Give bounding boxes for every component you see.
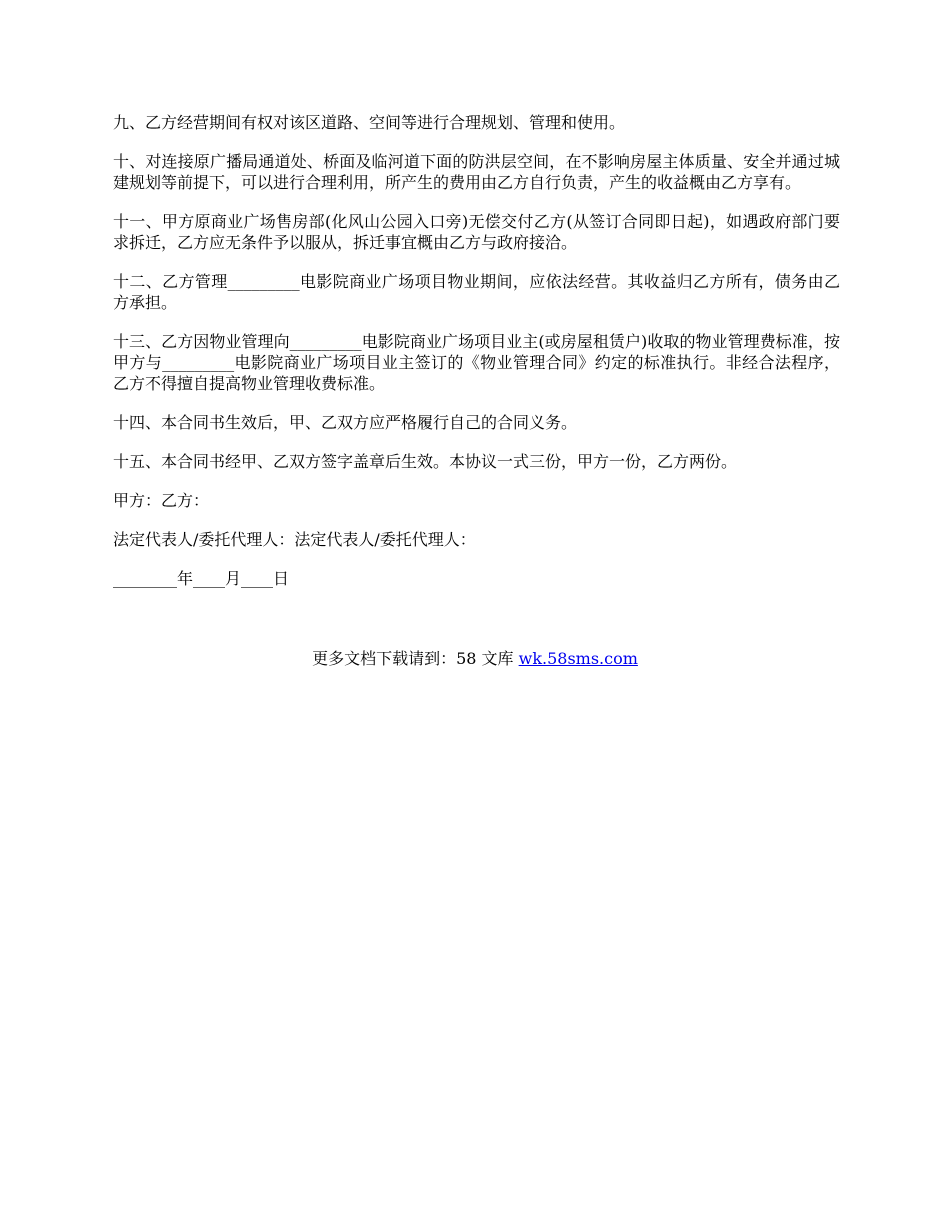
party-signatures: 甲方：乙方： [113,491,210,510]
document-body [113,112,840,607]
representative-signatures: 法定代表人/委托代理人：法定代表人/委托代理人： [113,530,476,549]
clause-fourteen: 十四、本合同书生效后，甲、乙双方应严格履行自己的合同义务。 [113,413,578,432]
download-footer [0,648,950,669]
footer-text: 更多文档下载请到：58 文库 [312,649,519,668]
footer-link[interactable]: wk.58sms.com [518,649,638,668]
clause-thirteen: 十三、乙方因物业管理向_________电影院商业广场项目业主(或房屋租赁户)收取的物业管理费标准，按甲方与_________电影院商业广场项目业主签订的《物业管理合同》约定的标准执行。非经合法程序，乙方不得擅自提高物业管理收费标准。 [113,332,840,393]
clause-fifteen: 十五、本合同书经甲、乙双方签字盖章后生效。本协议一式三份，甲方一份，乙方两份。 [113,452,738,471]
clause-eleven: 十一、甲方原商业广场售房部(化风山公园入口旁)无偿交付乙方(从签订合同即日起)，如遇政府部门要求拆迁，乙方应无条件予以服从，拆迁事宜概由乙方与政府接洽。 [113,212,840,252]
signing-date: ________年____月____日 [113,569,290,588]
clause-ten: 十、对连接原广播局通道处、桥面及临河道下面的防洪层空间，在不影响房屋主体质量、安全并通过城建规划等前提下，可以进行合理利用，所产生的费用由乙方自行负责，产生的收益概由乙方享有。 [113,152,840,192]
clause-twelve: 十二、乙方管理_________电影院商业广场项目物业期间，应依法经营。其收益归乙方所有，债务由乙方承担。 [113,272,840,312]
clause-nine: 九、乙方经营期间有权对该区道路、空间等进行合理规划、管理和使用。 [113,113,626,132]
